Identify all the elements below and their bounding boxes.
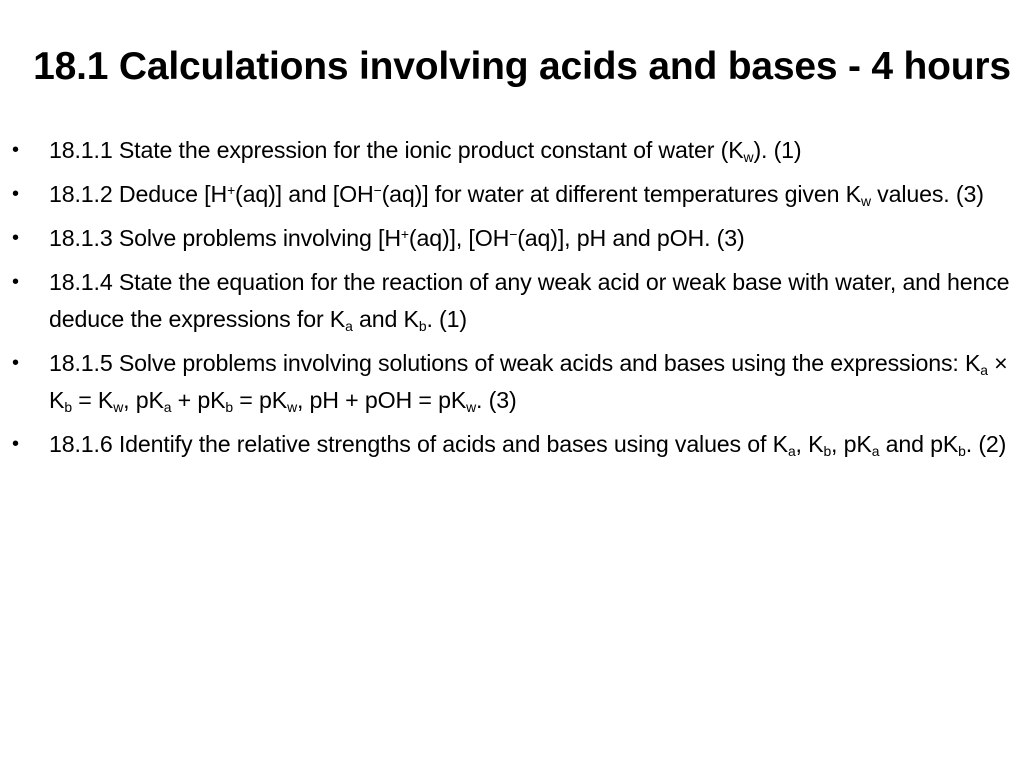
text-run: values. (3) bbox=[870, 181, 984, 207]
objective-text bbox=[49, 269, 1010, 335]
subscript: b bbox=[225, 399, 234, 416]
text-run: . (1) bbox=[426, 306, 467, 332]
text-run: = K bbox=[71, 387, 114, 413]
text-run: (aq)] for water at different temperatures given K bbox=[381, 181, 861, 207]
objective-item bbox=[0, 426, 1024, 463]
bullet-icon: • bbox=[12, 227, 19, 249]
subscript: w bbox=[466, 399, 477, 416]
bullet-icon: • bbox=[12, 433, 19, 455]
text-run: × K bbox=[49, 350, 1008, 413]
text-run: = pK bbox=[233, 387, 288, 413]
bullet-icon: • bbox=[12, 139, 19, 161]
text-run: , pH + pOH = pK bbox=[296, 387, 467, 413]
subscript: w bbox=[287, 399, 297, 416]
objective-item bbox=[0, 220, 1024, 257]
subscript: a bbox=[163, 399, 172, 416]
text-run: 18.1.3 Solve problems involving [H bbox=[49, 225, 401, 251]
superscript: − bbox=[509, 226, 518, 243]
slide-title: 18.1 Calculations involving acids and bases - 4 hours bbox=[33, 45, 1011, 88]
objective-text bbox=[49, 181, 984, 210]
subscript: a bbox=[345, 318, 353, 335]
subscript: a bbox=[980, 362, 988, 379]
subscript: w bbox=[860, 193, 871, 210]
text-run: 18.1.4 State the equation for the reaction of any weak acid or weak base with water, and hence deduce the expressions for K bbox=[49, 269, 1010, 332]
objective-item bbox=[0, 264, 1024, 338]
text-run: 18.1.2 Deduce [H bbox=[49, 181, 228, 207]
subscript: b bbox=[958, 443, 966, 460]
objective-text bbox=[49, 431, 1007, 460]
superscript: − bbox=[373, 182, 382, 199]
text-run: + pK bbox=[171, 387, 226, 413]
subscript: w bbox=[743, 149, 754, 166]
subscript: b bbox=[64, 399, 72, 416]
objective-item bbox=[0, 132, 1024, 169]
text-run: . (2) bbox=[965, 431, 1007, 457]
objective-text bbox=[49, 350, 1008, 416]
text-run: 18.1.1 State the expression for the ionic product constant of water (K bbox=[49, 137, 744, 163]
subscript: w bbox=[113, 399, 124, 416]
text-run: , K bbox=[795, 431, 824, 457]
objective-text bbox=[49, 225, 745, 251]
text-run: (aq)] and [OH bbox=[235, 181, 374, 207]
text-run: (aq)], pH and pOH. (3) bbox=[517, 225, 745, 251]
bullet-icon: • bbox=[12, 183, 19, 205]
bullet-icon: • bbox=[12, 271, 19, 293]
objective-item bbox=[0, 176, 1024, 213]
objectives-list bbox=[0, 132, 1024, 470]
superscript: + bbox=[227, 182, 236, 199]
text-run: and pK bbox=[879, 431, 959, 457]
subscript: a bbox=[787, 443, 796, 460]
subscript: b bbox=[418, 318, 427, 335]
text-run: 18.1.6 Identify the relative strengths of acids and bases using values of K bbox=[49, 431, 788, 457]
superscript: + bbox=[400, 226, 409, 243]
bullet-icon: • bbox=[12, 352, 19, 374]
objective-item bbox=[0, 345, 1024, 419]
text-run: ). (1) bbox=[753, 137, 802, 163]
text-run: 18.1.5 Solve problems involving solutions of weak acids and bases using the expressions: K bbox=[49, 350, 981, 376]
text-run: (aq)], [OH bbox=[408, 225, 510, 251]
text-run: . (3) bbox=[476, 387, 517, 413]
text-run: , pK bbox=[831, 431, 872, 457]
subscript: b bbox=[823, 443, 832, 460]
subscript: a bbox=[871, 443, 880, 460]
text-run: , pK bbox=[123, 387, 164, 413]
objective-text bbox=[49, 137, 802, 166]
text-run: and K bbox=[352, 306, 419, 332]
